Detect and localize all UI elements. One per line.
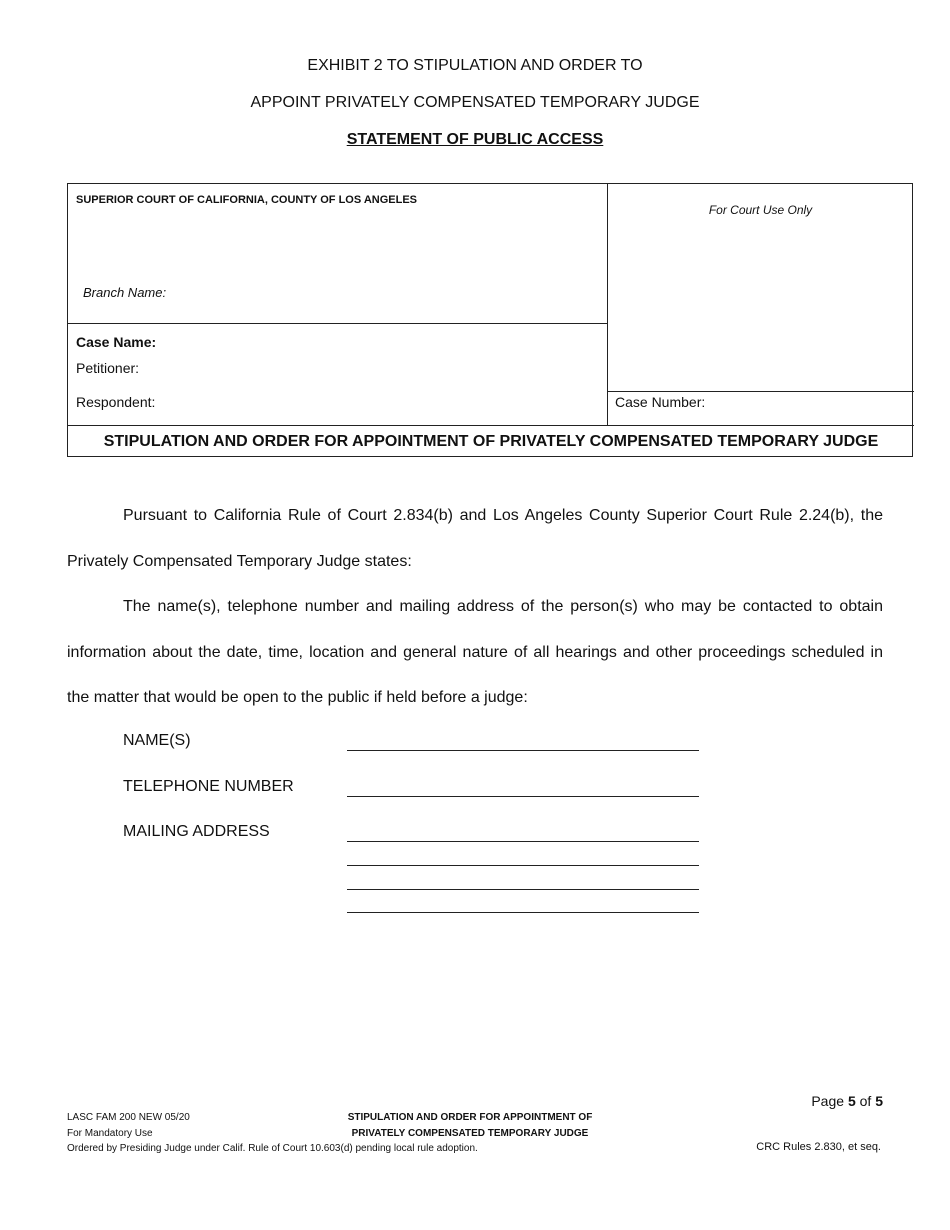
mailing-address-field-line-4[interactable] <box>347 912 699 913</box>
court-use-only-label: For Court Use Only <box>708 203 813 217</box>
mailing-address-field-line-1[interactable] <box>347 841 699 842</box>
respondent-label: Respondent: <box>76 394 156 410</box>
page-title: STATEMENT OF PUBLIC ACCESS <box>346 131 604 148</box>
court-name: SUPERIOR COURT OF CALIFORNIA, COUNTY OF LOS ANGELES <box>76 194 418 206</box>
form-title: STIPULATION AND ORDER FOR APPOINTMENT OF PRIVATELY COMPENSATED TEMPORARY JUDGE <box>103 433 879 450</box>
mailing-address-label: MAILING ADDRESS <box>123 823 270 840</box>
page-of: of <box>859 1093 872 1109</box>
statement-paragraph-1: Pursuant to California Rule of Court 2.834(b) and Los Angeles County Superior Court Rule 2.24(b), the Privately Compensated Temporary Judge states: <box>67 507 883 570</box>
case-number-label: Case Number: <box>615 394 706 410</box>
caption-divider-left <box>68 323 607 324</box>
mandatory-use: For Mandatory Use <box>67 1128 153 1139</box>
names-field[interactable] <box>347 750 699 751</box>
names-label: NAME(S) <box>123 732 191 749</box>
petitioner-label: Petitioner: <box>76 360 140 376</box>
page-total: 5 <box>875 1093 883 1109</box>
footer-title-line-1: STIPULATION AND ORDER FOR APPOINTMENT OF <box>347 1112 593 1123</box>
branch-name-label: Branch Name: <box>83 285 167 300</box>
crc-rules: CRC Rules 2.830, et seq. <box>756 1141 881 1153</box>
caption-box <box>67 183 913 457</box>
caption-divider-full <box>68 425 914 426</box>
exhibit-heading: EXHIBIT 2 TO STIPULATION AND ORDER TO <box>307 57 643 74</box>
page-number <box>811 1093 883 1109</box>
caption-divider-right <box>607 391 914 392</box>
appointment-heading: APPOINT PRIVATELY COMPENSATED TEMPORARY JUDGE <box>250 94 700 111</box>
footer-title-line-2: PRIVATELY COMPENSATED TEMPORARY JUDGE <box>351 1128 589 1139</box>
mailing-address-field-line-3[interactable] <box>347 889 699 890</box>
form-id: LASC FAM 200 NEW 05/20 <box>67 1112 190 1123</box>
ordered-note: Ordered by Presiding Judge under Calif. Rule of Court 10.603(d) pending local rule adoption. <box>67 1143 478 1154</box>
telephone-label: TELEPHONE NUMBER <box>123 778 294 795</box>
page-current: 5 <box>847 1093 856 1109</box>
page-prefix: Page <box>811 1093 845 1109</box>
caption-divider-vertical <box>607 184 608 425</box>
statement-paragraph-2: The name(s), telephone number and mailing address of the person(s) who may be contacted to obtain information about the date, time, location and general nature of all hearings and other proceedings scheduled in the matter that would be open to the public if held before a judge: <box>67 598 883 706</box>
case-name-label: Case Name: <box>76 334 157 350</box>
mailing-address-field-line-2[interactable] <box>347 865 699 866</box>
telephone-field[interactable] <box>347 796 699 797</box>
